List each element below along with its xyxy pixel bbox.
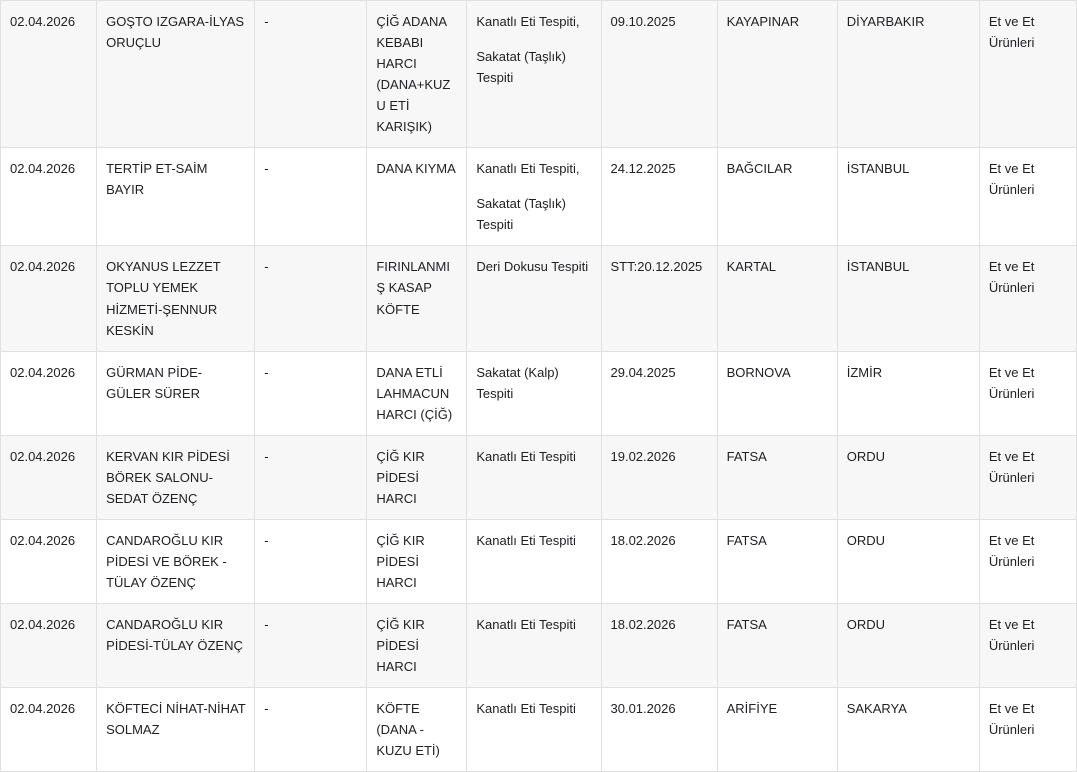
table-row xyxy=(1,435,1077,519)
cell-parti_tarihi: 18.02.2026 xyxy=(601,604,717,688)
cell-ilan_tarihi: 02.04.2026 xyxy=(1,148,97,246)
cell-il: ORDU xyxy=(837,435,979,519)
cell-parti_tarihi: 09.10.2025 xyxy=(601,1,717,148)
cell-il: İSTANBUL xyxy=(837,148,979,246)
cell-ilan_tarihi: 02.04.2026 xyxy=(1,604,97,688)
cell-ilce: FATSA xyxy=(717,435,837,519)
cell-uygunsuzluk xyxy=(467,1,601,148)
cell-ilan_tarihi: 02.04.2026 xyxy=(1,351,97,435)
cell-line: Sakatat (Taşlık) Tespiti xyxy=(476,196,566,233)
cell-ilce: FATSA xyxy=(717,519,837,603)
cell-urun_adi: ÇİĞ KIR PİDESİ HARCI xyxy=(367,604,467,688)
cell-firma_adi: KÖFTECİ NİHAT-NİHAT SOLMAZ xyxy=(97,688,255,772)
cell-parti_tarihi: STT:20.12.2025 xyxy=(601,246,717,351)
cell-ilan_tarihi: 02.04.2026 xyxy=(1,688,97,772)
cell-line: Deri Dokusu Tespiti xyxy=(476,259,589,275)
cell-parti_tarihi: 19.02.2026 xyxy=(601,435,717,519)
cell-firma_adi: CANDAROĞLU KIR PİDESİ VE BÖREK - TÜLAY ÖZENÇ xyxy=(97,519,255,603)
cell-parti_tarihi: 24.12.2025 xyxy=(601,148,717,246)
cell-urun_grubu: Et ve Et Ürünleri xyxy=(979,604,1076,688)
cell-ilce: KARTAL xyxy=(717,246,837,351)
cell-urun_grubu: Et ve Et Ürünleri xyxy=(979,435,1076,519)
cell-urun_adi: ÇİĞ KIR PİDESİ HARCI xyxy=(367,435,467,519)
cell-marka: - xyxy=(255,688,367,772)
cell-firma_adi: GÜRMAN PİDE-GÜLER SÜRER xyxy=(97,351,255,435)
cell-urun_adi: KÖFTE (DANA -KUZU ETİ) xyxy=(367,688,467,772)
cell-firma_adi: GOŞTO IZGARA-İLYAS ORUÇLU xyxy=(97,1,255,148)
cell-uygunsuzluk xyxy=(467,604,601,688)
table-row xyxy=(1,351,1077,435)
cell-urun_adi: FIRINLANMIŞ KASAP KÖFTE xyxy=(367,246,467,351)
cell-marka: - xyxy=(255,148,367,246)
cell-ilan_tarihi: 02.04.2026 xyxy=(1,246,97,351)
cell-parti_tarihi: 30.01.2026 xyxy=(601,688,717,772)
cell-ilce: FATSA xyxy=(717,604,837,688)
table-row xyxy=(1,688,1077,772)
cell-urun_grubu: Et ve Et Ürünleri xyxy=(979,1,1076,148)
cell-marka: - xyxy=(255,246,367,351)
cell-line: Kanatlı Eti Tespiti xyxy=(476,701,576,717)
cell-line: Kanatlı Eti Tespiti xyxy=(476,448,576,464)
cell-line: Sakatat (Taşlık) Tespiti xyxy=(476,49,566,86)
cell-ilan_tarihi: 02.04.2026 xyxy=(1,1,97,148)
cell-il: SAKARYA xyxy=(837,688,979,772)
cell-uygunsuzluk xyxy=(467,351,601,435)
cell-urun_grubu: Et ve Et Ürünleri xyxy=(979,519,1076,603)
cell-firma_adi: KERVAN KIR PİDESİ BÖREK SALONU-SEDAT ÖZENÇ xyxy=(97,435,255,519)
cell-urun_adi: ÇİĞ ADANA KEBABI HARCI (DANA+KUZU ETİ KARIŞIK) xyxy=(367,1,467,148)
cell-line: Kanatlı Eti Tespiti, xyxy=(476,161,580,177)
cell-urun_adi: DANA KIYMA xyxy=(367,148,467,246)
cell-il: ORDU xyxy=(837,604,979,688)
cell-ilce: BAĞCILAR xyxy=(717,148,837,246)
cell-marka: - xyxy=(255,351,367,435)
cell-ilce: KAYAPINAR xyxy=(717,1,837,148)
cell-urun_grubu: Et ve Et Ürünleri xyxy=(979,148,1076,246)
cell-ilan_tarihi: 02.04.2026 xyxy=(1,435,97,519)
cell-uygunsuzluk xyxy=(467,435,601,519)
cell-firma_adi: TERTİP ET-SAİM BAYIR xyxy=(97,148,255,246)
cell-uygunsuzluk xyxy=(467,246,601,351)
table-row xyxy=(1,1,1077,148)
cell-il: DİYARBAKIR xyxy=(837,1,979,148)
table-row xyxy=(1,519,1077,603)
cell-il: İSTANBUL xyxy=(837,246,979,351)
cell-line: Kanatlı Eti Tespiti, xyxy=(476,14,580,29)
cell-uygunsuzluk xyxy=(467,519,601,603)
cell-urun_grubu: Et ve Et Ürünleri xyxy=(979,246,1076,351)
table-row xyxy=(1,604,1077,688)
cell-parti_tarihi: 18.02.2026 xyxy=(601,519,717,603)
cell-urun_grubu: Et ve Et Ürünleri xyxy=(979,688,1076,772)
cell-ilce: BORNOVA xyxy=(717,351,837,435)
cell-urun_adi: ÇİĞ KIR PİDESİ HARCI xyxy=(367,519,467,603)
cell-line: Kanatlı Eti Tespiti xyxy=(476,532,576,548)
cell-marka: - xyxy=(255,604,367,688)
cell-marka: - xyxy=(255,519,367,603)
table-row xyxy=(1,148,1077,246)
cell-ilce: ARİFİYE xyxy=(717,688,837,772)
cell-il: İZMİR xyxy=(837,351,979,435)
cell-uygunsuzluk xyxy=(467,688,601,772)
cell-marka: - xyxy=(255,1,367,148)
cell-il: ORDU xyxy=(837,519,979,603)
cell-ilan_tarihi: 02.04.2026 xyxy=(1,519,97,603)
cell-urun_grubu: Et ve Et Ürünleri xyxy=(979,351,1076,435)
table-body xyxy=(1,1,1077,772)
cell-uygunsuzluk xyxy=(467,148,601,246)
cell-urun_adi: DANA ETLİ LAHMACUN HARCI (ÇİĞ) xyxy=(367,351,467,435)
cell-line: Kanatlı Eti Tespiti xyxy=(476,617,576,633)
cell-line: Sakatat (Kalp) Tespiti xyxy=(476,364,559,401)
cell-firma_adi: CANDAROĞLU KIR PİDESİ-TÜLAY ÖZENÇ xyxy=(97,604,255,688)
cell-firma_adi: OKYANUS LEZZET TOPLU YEMEK HİZMETİ-ŞENNUR KESKİN xyxy=(97,246,255,351)
table-row xyxy=(1,246,1077,351)
cell-marka: - xyxy=(255,435,367,519)
cell-parti_tarihi: 29.04.2025 xyxy=(601,351,717,435)
